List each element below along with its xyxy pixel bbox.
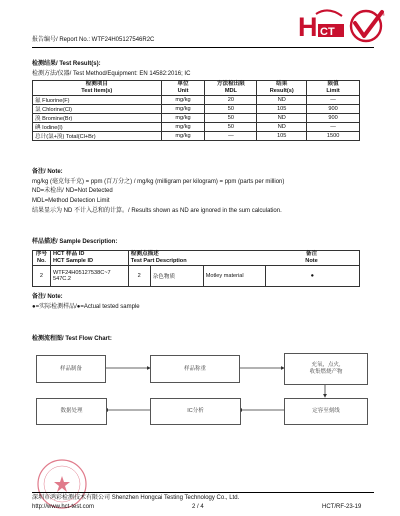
cell: 105 <box>257 132 307 141</box>
col-mdl: 方法检出限 MDL <box>205 81 257 96</box>
footer-website[interactable]: http://www.hct-test.com <box>32 504 95 510</box>
flow-box-sample-weighing: 样品称重 <box>150 355 240 383</box>
flow-box-ic-analysis: IC分析 <box>150 398 241 425</box>
cell: 900 <box>307 105 360 114</box>
flow-box-sample-prep: 样品制备 <box>36 355 106 383</box>
cell: WTF24H05127538C~7 547C.2 <box>50 266 128 287</box>
cell: 碘 Iodine(I) <box>33 123 162 132</box>
cell: 杂色物质 Motley material <box>150 266 265 287</box>
cell: ● <box>265 266 359 287</box>
cell: ND <box>257 123 307 132</box>
cell: mg/kg <box>161 105 205 114</box>
cell: 2 <box>33 266 51 287</box>
cell: 总计(氯+溴) Total(Cl+Br) <box>33 132 162 141</box>
report-number: 报告编号/ Report No.: WTF24H05127546R2C <box>32 37 155 43</box>
cell: mg/kg <box>161 132 205 141</box>
col-part-description: 检测点描述 Test Part Description 备注 Note <box>128 251 359 266</box>
col-result: 结果 Result(s) <box>257 81 307 96</box>
cell: 1500 <box>307 132 360 141</box>
results-heading: 检测结果/ Test Result(s): <box>32 61 101 67</box>
col-no: 序号 No. <box>33 251 51 266</box>
cell: 2 <box>128 266 150 287</box>
note-line: MDL=Method Detection Limit <box>32 198 110 204</box>
svg-text:H: H <box>298 12 318 42</box>
note-line: ●=实际检测样品/●=Actual tested sample <box>32 304 140 310</box>
flow-box-combustion: 充氧，点火, 收集燃烧产物 <box>284 353 368 385</box>
note-line: ND=未检出/ ND=Not Detected <box>32 188 113 194</box>
cell: ND <box>257 114 307 123</box>
cell: ND <box>257 96 307 105</box>
cell: — <box>307 96 360 105</box>
cell: mg/kg <box>161 96 205 105</box>
cell: — <box>307 123 360 132</box>
footer-rule <box>32 492 374 493</box>
notes-heading: 备注/ Note: <box>32 294 63 300</box>
cell: mg/kg <box>161 114 205 123</box>
footer-page-number: 2 / 4 <box>192 504 204 510</box>
cell: 溴 Bromine(Br) <box>33 114 162 123</box>
col-limit: 限值 Limit <box>307 81 360 96</box>
col-sample-id: HCT 样品 ID HCT Sample ID <box>50 251 128 266</box>
cell: 900 <box>307 114 360 123</box>
cell: 氟 Fluorine(F) <box>33 96 162 105</box>
notes-heading: 备注/ Note: <box>32 169 63 175</box>
col-unit: 单位 Unit <box>161 81 205 96</box>
col-test-item: 检测项目 Test Item(s) <box>33 81 162 96</box>
flow-heading: 检测流程图/ Test Flow Chart: <box>32 336 112 342</box>
cell: 50 <box>205 123 257 132</box>
cell: 105 <box>257 105 307 114</box>
footer-company: 深圳市鸿彩检测技术有限公司 Shenzhen Hongcai Testing Technology Co., Ltd. <box>32 495 240 501</box>
cell: — <box>205 132 257 141</box>
cell: 氯 Chlorine(Cl) <box>33 105 162 114</box>
cell: 50 <box>205 105 257 114</box>
flow-box-dilution: 定容至刻线 <box>284 398 368 425</box>
cell: 50 <box>205 114 257 123</box>
samples-heading: 样品描述/ Sample Description: <box>32 239 118 245</box>
note-line: mg/kg (毫克每千克) = ppm (百万分之) / mg/kg (milligram per kilogram) = ppm (parts per million) <box>32 179 285 185</box>
test-method: 检测方法/仪器/ Test Method/Equipment: EN 14582:2016; IC <box>32 71 191 77</box>
svg-text:CT: CT <box>320 26 335 38</box>
cell: mg/kg <box>161 123 205 132</box>
footer-form-number: HCT/RF-23-19 <box>322 504 362 510</box>
svg-text:®: ® <box>382 12 385 17</box>
note-line: 结果显示为 ND 不计入总和的计算。/ Results shown as ND are ignored in the sum calculation. <box>32 208 282 214</box>
flow-box-data-processing: 数据处理 <box>36 398 107 425</box>
cell: 20 <box>205 96 257 105</box>
